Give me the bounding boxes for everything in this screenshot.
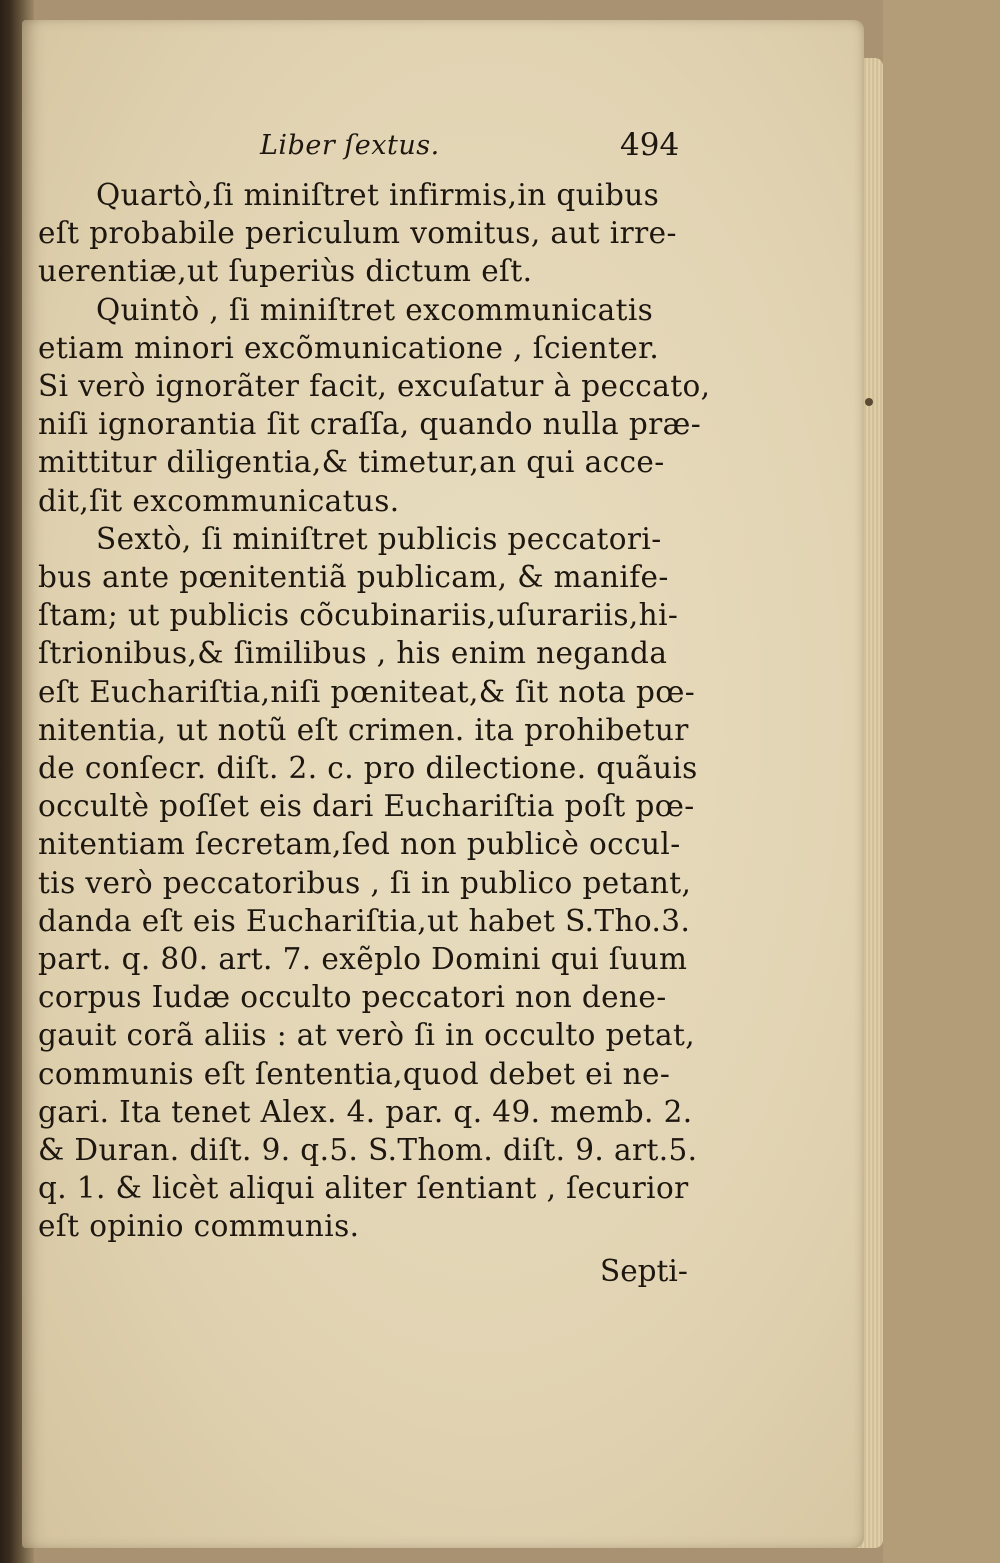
text-line: gauit corã aliis : at verò ſi in occulto petat,	[38, 1018, 695, 1053]
text-line: nitentiam ſecretam,ſed non publicè occul-	[38, 827, 681, 862]
text-block	[38, 127, 711, 1296]
text-line: eſt probabile periculum vomitus, aut irre-	[38, 216, 677, 251]
text-line: bus ante pœnitentiã publicam, & manife-	[38, 560, 669, 595]
text-line: dit,ſit excommunicatus.	[38, 483, 400, 518]
page-number: 494	[620, 127, 680, 163]
text-line: ſtam; ut publicis cõcubinariis,uſurariis,hi-	[38, 598, 679, 633]
text-line: danda eſt eis Euchariſtia,ut habet S.Tho.3.	[38, 903, 691, 938]
running-head-title: Liber ſextus.	[260, 130, 440, 161]
catchword: Septi-	[600, 1253, 688, 1288]
text-line: corpus Iudæ occulto peccatori non dene-	[38, 980, 667, 1015]
text-line: Quartò,ſi miniſtret infirmis,in quibus	[96, 178, 660, 212]
text-line: tis verò peccatoribus , ſi in publico petant,	[38, 865, 692, 900]
running-head	[38, 127, 710, 174]
text-line: etiam minori excõmunicatione , ſcienter.	[38, 330, 660, 365]
scan-background	[883, 0, 1000, 1563]
text-line: uerentiæ,ut ſuperiùs dictum eſt.	[38, 254, 533, 289]
text-line: part. q. 80. art. 7. exẽplo Domini qui ſuum	[38, 942, 688, 977]
text-line: de conſecr. diſt. 2. c. pro dilectione. quãuis	[38, 751, 698, 786]
text-line: gari. Ita tenet Alex. 4. par. q. 49. memb. 2.	[38, 1094, 693, 1129]
body-text	[38, 176, 710, 1246]
text-line: eſt Euchariſtia,niſi pœniteat,& ſit nota pœ-	[38, 674, 696, 709]
text-line: mittitur diligentia,& timetur,an qui acce-	[38, 445, 665, 480]
text-line: Quintò , ſi miniſtret excommunicatis	[96, 292, 654, 327]
text-line: eſt opinio communis.	[38, 1209, 360, 1244]
margin-mark	[865, 398, 873, 406]
text-line: communis eſt ſententia,quod debet ei ne-	[38, 1056, 671, 1091]
text-line: q. 1. & licèt aliqui aliter ſentiant , ſecurior	[38, 1171, 689, 1206]
text-line: Si verò ignorãter facit, excuſatur à peccato,	[38, 369, 711, 404]
text-line: occultè poſſet eis dari Euchariſtia poſt pœ-	[38, 789, 695, 824]
catchword-row	[38, 1248, 710, 1296]
text-line: ſtrionibus,& ſimilibus , his enim neganda	[38, 636, 668, 671]
text-line: & Duran. diſt. 9. q.5. S.Thom. diſt. 9. art.5.	[38, 1133, 698, 1168]
text-line: Sextò, ſi miniſtret publicis peccatori-	[96, 521, 662, 556]
text-line: nitentia, ut notũ eſt crimen. ita prohibetur	[38, 712, 689, 747]
text-line: niſi ignorantia ſit craſſa, quando nulla præ-	[38, 407, 702, 442]
